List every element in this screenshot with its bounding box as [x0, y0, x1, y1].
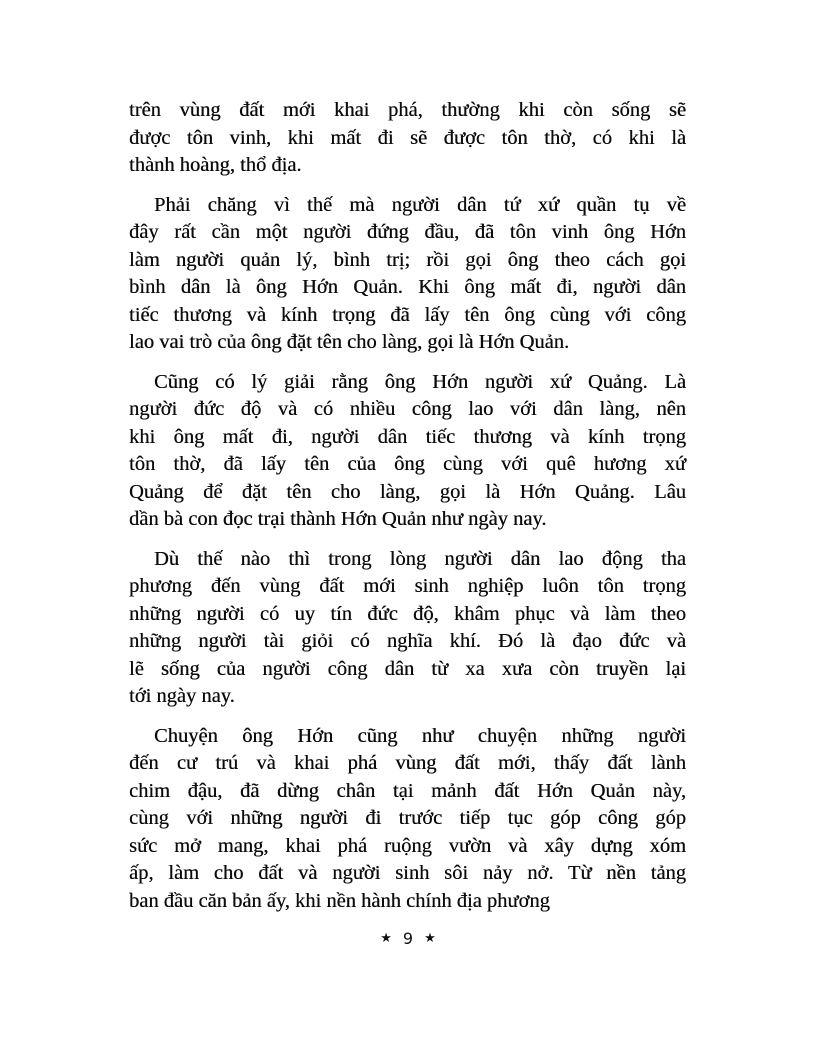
text-line: bình dân là ông Hớn Quản. Khi ông mất đi, người dân	[129, 276, 686, 298]
paragraph-gap	[129, 711, 686, 723]
paragraph-gap	[129, 534, 686, 546]
text-line: thành hoàng, thổ địa.	[129, 154, 302, 176]
text-line: đến cư trú và khai phá vùng đất mới, thấy đất lành	[129, 752, 686, 774]
text-line: chim đậu, đã dừng chân tại mảnh đất Hớn Quản này,	[129, 779, 686, 802]
text-line: sức mở mang, khai phá ruộng vườn và xây dựng xóm	[129, 834, 686, 857]
text-line: phương đến vùng đất mới sinh nghiệp luôn tôn trọng	[129, 575, 686, 597]
text-line: người đức độ và có nhiều công lao với dân làng, nên	[129, 398, 686, 420]
star-icon: ★	[424, 931, 436, 946]
text-line: được tôn vinh, khi mất đi sẽ được tôn thờ, có khi là	[129, 126, 686, 149]
page-footer	[0, 930, 816, 948]
text-line: những người có uy tín đức độ, khâm phục và làm theo	[129, 602, 686, 625]
text-line: lao vai trò của ông đặt tên cho làng, gọi là Hớn Quản.	[129, 331, 570, 353]
text-line: tôn thờ, đã lấy tên của ông cùng với quê hương xứ	[129, 453, 686, 475]
star-icon: ★	[380, 931, 392, 946]
text-line: Quảng để đặt tên cho làng, gọi là Hớn Quảng. Lâu	[129, 480, 686, 503]
text-line: trên vùng đất mới khai phá, thường khi còn sống sẽ	[129, 99, 686, 121]
text-line: tới ngày nay.	[129, 685, 235, 707]
text-line: ban đầu căn bản ấy, khi nền hành chính địa phương	[129, 889, 550, 912]
text-line: cùng với những người đi trước tiếp tục góp công góp	[129, 807, 686, 829]
text-line: ấp, làm cho đất và người sinh sôi nảy nở. Từ nền tảng	[129, 862, 686, 884]
text-line: đây rất cần một người đứng đầu, đã tôn vinh ông Hớn	[129, 221, 686, 243]
text-line: Dù thế nào thì trong lòng người dân lao động tha	[154, 547, 686, 570]
text-line: Cũng có lý giải rằng ông Hớn người xứ Quảng. Là	[154, 370, 686, 393]
text-block	[129, 97, 686, 915]
text-line: Phải chăng vì thế mà người dân tứ xứ quần tụ về	[154, 193, 686, 216]
paragraph-gap	[129, 180, 686, 192]
text-line: những người tài giỏi có nghĩa khí. Đó là đạo đức và	[129, 630, 686, 652]
text-line: khi ông mất đi, người dân tiếc thương và kính trọng	[129, 425, 686, 448]
paragraph-gap	[129, 357, 686, 369]
text-line: lẽ sống của người công dân từ xa xưa còn truyền lại	[129, 657, 686, 680]
text-line: làm người quản lý, bình trị; rồi gọi ông theo cách gọi	[129, 248, 686, 271]
text-line: Chuyện ông Hớn cũng như chuyện những người	[154, 724, 686, 747]
text-line: tiếc thương và kính trọng đã lấy tên ông cùng với công	[129, 303, 686, 326]
text-line: dần bà con đọc trại thành Hớn Quản như ngày nay.	[129, 508, 547, 530]
page-number: 9	[402, 929, 414, 948]
